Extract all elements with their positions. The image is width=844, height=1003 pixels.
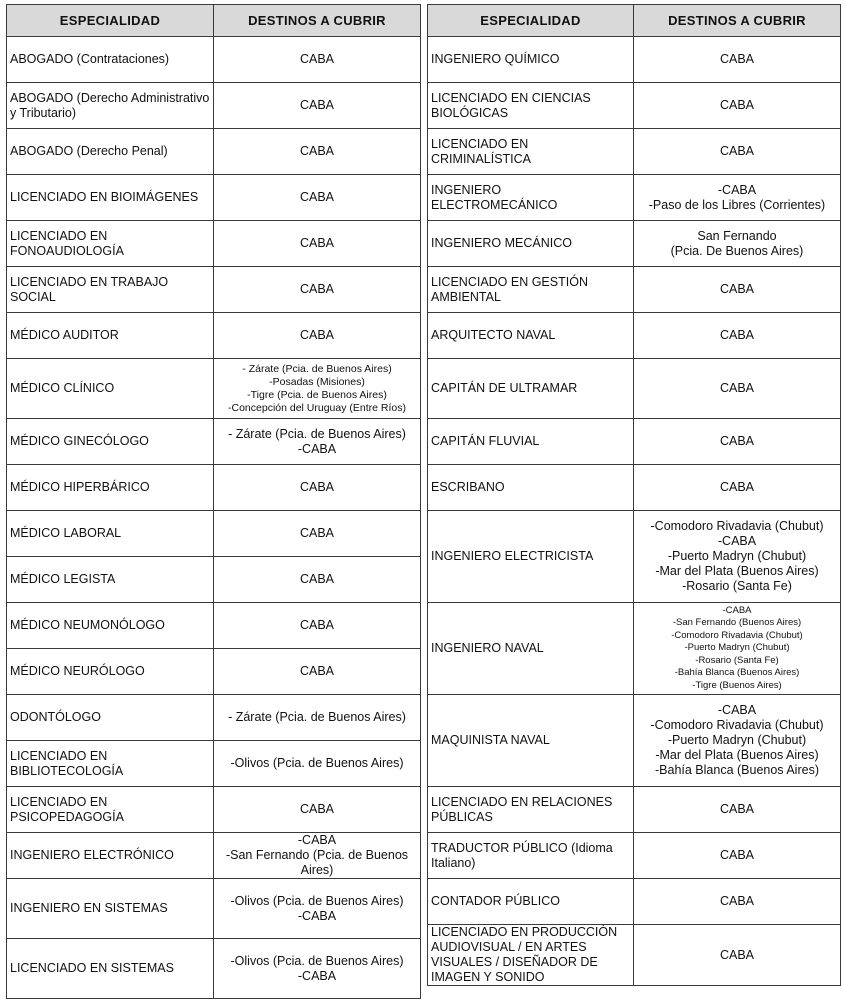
destinos-cell [214, 37, 421, 83]
especialidad-cell: LICENCIADO EN CRIMINALÍSTICA [428, 129, 634, 175]
table-row [7, 129, 421, 175]
destinos-cell [214, 741, 421, 787]
especialidad-cell: LICENCIADO EN GESTIÓN AMBIENTAL [428, 267, 634, 313]
especialidad-cell: MÉDICO AUDITOR [7, 313, 214, 359]
especialidad-cell: ABOGADO (Derecho Penal) [7, 129, 214, 175]
destinos-cell [634, 221, 841, 267]
destino-line: -CABA [297, 968, 337, 983]
table-row [428, 787, 841, 833]
destino-line: -Mar del Plata (Buenos Aires) [655, 564, 819, 578]
table-row [7, 313, 421, 359]
destino-line: -Rosario (Santa Fe) [682, 579, 792, 593]
destino-line: CABA [719, 802, 755, 816]
especialidad-cell: MÉDICO GINECÓLOGO [7, 419, 214, 465]
table-row [7, 695, 421, 741]
destino-line: -CABA [717, 703, 757, 717]
destino-line: CABA [299, 802, 335, 816]
destino-line: CABA [299, 618, 335, 632]
especialidad-cell: CONTADOR PÚBLICO [428, 879, 634, 925]
destinos-cell [214, 465, 421, 511]
destinos-cell [634, 267, 841, 313]
destino-line: CABA [719, 52, 755, 66]
especialidad-cell: INGENIERO QUÍMICO [428, 37, 634, 83]
destino-line: -Puerto Madryn (Chubut) [667, 549, 807, 563]
table-row [428, 359, 841, 419]
destino-line: CABA [719, 381, 755, 395]
table-row [428, 925, 841, 986]
destino-line: -Bahía Blanca (Buenos Aires) [655, 763, 819, 777]
destino-line: -Comodoro Rivadavia (Chubut) [671, 629, 803, 641]
destinos-cell [214, 129, 421, 175]
right-specialties-table [427, 4, 841, 986]
especialidad-cell: INGENIERO ELECTRÓNICO [7, 833, 214, 879]
table-row [428, 511, 841, 603]
left-specialties-table [6, 4, 421, 999]
table-row [7, 833, 421, 879]
especialidad-cell: ODONTÓLOGO [7, 695, 214, 741]
left-table-body [7, 37, 421, 999]
especialidad-cell: LICENCIADO EN BIOIMÁGENES [7, 175, 214, 221]
destino-line: (Pcia. De Buenos Aires) [670, 243, 804, 258]
table-row [7, 787, 421, 833]
destinos-cell [214, 175, 421, 221]
destino-line: - Zárate (Pcia. de Buenos Aires) [228, 710, 406, 724]
especialidad-cell: ABOGADO (Derecho Administrativo y Tributario) [7, 83, 214, 129]
destinos-cell [634, 879, 841, 925]
table-row [7, 359, 421, 419]
destinos-cell [214, 833, 421, 879]
destino-line: CABA [299, 52, 335, 66]
destinos-cell [634, 83, 841, 129]
destino-line: -Puerto Madryn (Chubut) [667, 733, 807, 747]
destino-line: CABA [299, 664, 335, 678]
destino-line: -San Fernando (Pcia. de Buenos [225, 848, 409, 862]
destino-line: CABA [719, 144, 755, 158]
table-row [428, 879, 841, 925]
destino-line: -Paso de los Libres (Corrientes) [648, 197, 826, 212]
table-row [428, 603, 841, 695]
destinos-cell [634, 603, 841, 695]
table-row [7, 939, 421, 999]
especialidad-cell: CAPITÁN DE ULTRAMAR [428, 359, 634, 419]
especialidad-cell: LICENCIADO EN CIENCIAS BIOLÓGICAS [428, 83, 634, 129]
table-row [428, 465, 841, 511]
destino-line: CABA [719, 434, 755, 448]
destinos-cell [214, 649, 421, 695]
especialidad-cell: ABOGADO (Contrataciones) [7, 37, 214, 83]
destinos-cell [634, 465, 841, 511]
table-row [428, 175, 841, 221]
especialidad-cell: LICENCIADO EN RELACIONES PÚBLICAS [428, 787, 634, 833]
destino-line: -Olivos (Pcia. de Buenos Aires) [230, 893, 404, 908]
destino-line: -Comodoro Rivadavia (Chubut) [650, 519, 824, 533]
header-destinos: DESTINOS A CUBRIR [214, 5, 421, 37]
destinos-cell [214, 267, 421, 313]
especialidad-cell: MÉDICO LEGISTA [7, 557, 214, 603]
destino-line: -Puerto Madryn (Chubut) [684, 642, 790, 654]
table-row [7, 511, 421, 557]
destino-line: -Tigre (Pcia. de Buenos Aires) [247, 388, 387, 401]
destinos-cell [634, 37, 841, 83]
table-row [428, 221, 841, 267]
table-row [7, 649, 421, 695]
destino-line: CABA [719, 848, 755, 862]
table-row [7, 83, 421, 129]
destino-line: CABA [719, 894, 755, 908]
table-row [428, 37, 841, 83]
destino-line: CABA [299, 98, 335, 112]
destinos-cell [634, 313, 841, 359]
especialidad-cell: INGENIERO ELECTROMECÁNICO [428, 175, 634, 221]
table-row [7, 557, 421, 603]
destinos-cell [634, 175, 841, 221]
destino-line: CABA [299, 526, 335, 540]
especialidad-cell: LICENCIADO EN TRABAJO SOCIAL [7, 267, 214, 313]
table-row [428, 83, 841, 129]
destinos-cell [634, 359, 841, 419]
header-especialidad: ESPECIALIDAD [7, 5, 214, 37]
especialidad-cell: CAPITÁN FLUVIAL [428, 419, 634, 465]
especialidad-cell: LICENCIADO EN PRODUCCIÓN AUDIOVISUAL / EN ARTES VISUALES / DISEÑADOR DE IMAGEN Y SONIDO [428, 925, 634, 986]
destino-line: CABA [719, 328, 755, 342]
destino-line: -Olivos (Pcia. de Buenos Aires) [230, 953, 404, 968]
table-row [428, 833, 841, 879]
destino-line: CABA [299, 480, 335, 494]
destino-line: -CABA [717, 534, 757, 548]
especialidad-cell: MÉDICO HIPERBÁRICO [7, 465, 214, 511]
destinos-cell [214, 511, 421, 557]
destino-line: CABA [299, 190, 335, 204]
destinos-cell [214, 313, 421, 359]
especialidad-cell: MÉDICO NEURÓLOGO [7, 649, 214, 695]
destino-line: - Zárate (Pcia. de Buenos Aires) [228, 426, 406, 441]
table-row [7, 175, 421, 221]
destino-line: -Comodoro Rivadavia (Chubut) [650, 718, 824, 732]
destino-line: San Fernando [697, 228, 777, 243]
table-row [428, 313, 841, 359]
especialidad-cell: LICENCIADO EN SISTEMAS [7, 939, 214, 999]
table-row [7, 603, 421, 649]
destino-line: -Posadas (Misiones) [269, 375, 365, 388]
destinos-cell [634, 925, 841, 986]
destinos-cell [634, 833, 841, 879]
table-row [428, 129, 841, 175]
destino-line: -Concepción del Uruguay (Entre Ríos) [228, 401, 406, 414]
destino-line: CABA [299, 144, 335, 158]
destino-line: -CABA [717, 182, 757, 197]
destino-line: - Zárate (Pcia. de Buenos Aires) [242, 362, 392, 375]
table-row [7, 741, 421, 787]
especialidad-cell: MAQUINISTA NAVAL [428, 695, 634, 787]
table-row [428, 695, 841, 787]
destino-line: -Mar del Plata (Buenos Aires) [655, 748, 819, 762]
destinos-cell [214, 557, 421, 603]
destinos-cell [214, 939, 421, 999]
table-row [7, 221, 421, 267]
especialidad-cell: TRADUCTOR PÚBLICO (Idioma Italiano) [428, 833, 634, 879]
especialidad-cell: LICENCIADO EN FONOAUDIOLOGÍA [7, 221, 214, 267]
destino-line: CABA [299, 572, 335, 586]
especialidad-cell: INGENIERO MECÁNICO [428, 221, 634, 267]
destino-line: CABA [719, 98, 755, 112]
destino-line: -CABA [722, 605, 752, 617]
especialidad-cell: LICENCIADO EN BIBLIOTECOLOGÍA [7, 741, 214, 787]
table-row [428, 267, 841, 313]
destino-line: -CABA [297, 908, 337, 923]
table-row [7, 465, 421, 511]
destino-line: -San Fernando (Buenos Aires) [672, 617, 802, 629]
destino-line: -Tigre (Buenos Aires) [692, 679, 782, 691]
destino-line: -CABA [297, 441, 337, 456]
destinos-cell [634, 787, 841, 833]
especialidad-cell: ESCRIBANO [428, 465, 634, 511]
destinos-cell [214, 603, 421, 649]
destinos-cell [634, 129, 841, 175]
destino-line: -CABA [297, 833, 337, 847]
table-row [7, 419, 421, 465]
destinos-cell [214, 879, 421, 939]
destinos-cell [214, 83, 421, 129]
table-row [7, 879, 421, 939]
especialidad-cell: LICENCIADO EN PSICOPEDAGOGÍA [7, 787, 214, 833]
table-row [428, 419, 841, 465]
destino-line: CABA [719, 282, 755, 296]
destinos-cell [214, 787, 421, 833]
destino-line: -Bahía Blanca (Buenos Aires) [674, 667, 800, 679]
table-row [7, 267, 421, 313]
destinos-cell [214, 359, 421, 419]
destinos-cell [634, 419, 841, 465]
especialidad-cell: INGENIERO EN SISTEMAS [7, 879, 214, 939]
table-row [7, 37, 421, 83]
destino-line: CABA [299, 236, 335, 250]
destino-line: CABA [719, 947, 755, 962]
table-header-row [428, 5, 841, 37]
header-especialidad: ESPECIALIDAD [428, 5, 634, 37]
destino-line: Aires) [300, 863, 334, 877]
destino-line: CABA [299, 328, 335, 342]
especialidad-cell: INGENIERO ELECTRICISTA [428, 511, 634, 603]
destinos-cell [214, 695, 421, 741]
right-table-body [428, 37, 841, 986]
especialidad-cell: MÉDICO NEUMONÓLOGO [7, 603, 214, 649]
destino-line: CABA [299, 282, 335, 296]
destinos-cell [634, 511, 841, 603]
especialidad-cell: MÉDICO LABORAL [7, 511, 214, 557]
destinos-cell [214, 419, 421, 465]
header-destinos: DESTINOS A CUBRIR [634, 5, 841, 37]
destino-line: -Rosario (Santa Fe) [695, 654, 779, 666]
destinos-cell [634, 695, 841, 787]
destino-line: CABA [719, 480, 755, 494]
especialidad-cell: INGENIERO NAVAL [428, 603, 634, 695]
table-header-row [7, 5, 421, 37]
destinos-cell [214, 221, 421, 267]
destino-line: -Olivos (Pcia. de Buenos Aires) [230, 756, 404, 770]
especialidad-cell: ARQUITECTO NAVAL [428, 313, 634, 359]
especialidad-cell: MÉDICO CLÍNICO [7, 359, 214, 419]
